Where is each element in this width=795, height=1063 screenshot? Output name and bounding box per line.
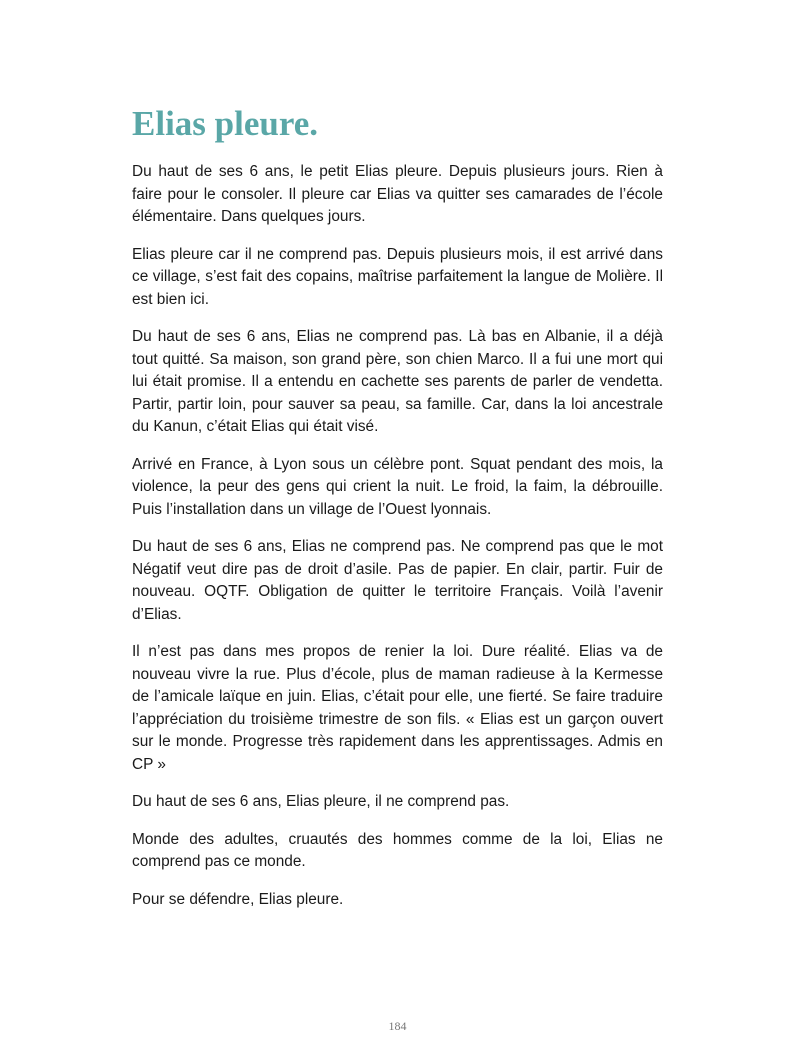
chapter-title: Elias pleure. bbox=[132, 104, 319, 143]
paragraph: Du haut de ses 6 ans, Elias pleure, il ne comprend pas. bbox=[132, 793, 510, 810]
paragraph: Du haut de ses 6 ans, Elias ne comprend pas. Ne comprend pas que le mot Négatif veut dire pas de droit d’asile. Pas de papier. En clair, partir. Fuir de nouveau. OQTF. Obligation de quitter le territoire Français. Voilà l’avenir d’Elias. bbox=[132, 538, 663, 623]
paragraph: Pour se défendre, Elias pleure. bbox=[132, 890, 344, 908]
page-number: 184 bbox=[388, 1019, 407, 1033]
paragraph: Il n’est pas dans mes propos de renier la loi. Dure réalité. Elias va de nouveau vivre la rue. Plus d’école, plus de maman radieuse à la Kermesse de l’amicale laïque en juin. Elias, c’était pour elle, une fierté. Se faire traduire l’appréciation du troisième trimestre de son fils. « Elias est un garçon ouvert sur le monde. Progresse très rapidement dans les apprentissages. Admis en CP » bbox=[132, 643, 663, 773]
chapter-body bbox=[132, 161, 663, 926]
paragraph: Monde des adultes, cruautés des hommes comme de la loi, Elias ne comprend pas ce monde. bbox=[132, 830, 663, 870]
paragraph: Du haut de ses 6 ans, Elias ne comprend pas. Là bas en Albanie, il a déjà tout quitté. Sa maison, son grand père, son chien Marco. Il a fui une mort qui lui était promise. Il a entendu en cachette ses parents de parler de vendetta. Partir, partir loin, pour sauver sa peau, sa famille. Car, dans la loi ancestrale du Kanun, c’était Elias qui était visé. bbox=[132, 328, 663, 435]
paragraph: Elias pleure car il ne comprend pas. Depuis plusieurs mois, il est arrivé dans ce village, s’est fait des copains, maîtrise parfaitement la langue de Molière. Il est bien ici. bbox=[132, 245, 663, 308]
paragraph: Du haut de ses 6 ans, le petit Elias pleure. Depuis plusieurs jours. Rien à faire pour le consoler. Il pleure car Elias va quitter ses camarades de l’école élémentaire. Dans quelques jours. bbox=[132, 163, 663, 225]
paragraph: Arrivé en France, à Lyon sous un célèbre pont. Squat pendant des mois, la violence, la peur des gens qui crient la nuit. Le froid, la faim, la débrouille. Puis l’installation dans un village de l’Ouest lyonnais. bbox=[132, 455, 663, 518]
